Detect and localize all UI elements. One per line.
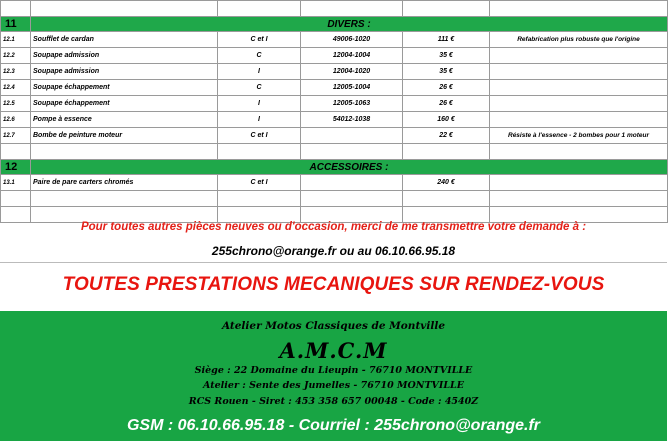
ref-cell: 12.6 (1, 112, 31, 128)
section-header-divers (1, 17, 668, 32)
code-cell: 49006-1020 (301, 32, 403, 48)
type-cell: I (218, 112, 301, 128)
note-cell (490, 80, 668, 96)
type-cell: C et I (218, 128, 301, 144)
price-cell: 26 € (403, 96, 490, 112)
part-name-cell: Pompe à essence (31, 112, 218, 128)
code-cell: 12004-1004 (301, 48, 403, 64)
table-row (1, 128, 668, 144)
note-cell (490, 64, 668, 80)
contact-line[interactable]: 255chrono@orange.fr ou au 06.10.66.95.18 (211, 244, 456, 258)
table-row (1, 80, 668, 96)
type-cell: C (218, 80, 301, 96)
note-cell (490, 96, 668, 112)
table-row (1, 191, 668, 207)
table-row (1, 64, 668, 80)
ref-cell: 12.5 (1, 96, 31, 112)
table-row (1, 175, 668, 191)
code-cell (301, 175, 403, 191)
table-row (1, 144, 668, 160)
type-cell: C et I (218, 32, 301, 48)
code-cell: 12005-1063 (301, 96, 403, 112)
price-cell: 111 € (403, 32, 490, 48)
price-cell: 26 € (403, 80, 490, 96)
divider (0, 262, 667, 263)
code-cell: 54012-1038 (301, 112, 403, 128)
table-row (1, 1, 668, 17)
ref-cell: 12.4 (1, 80, 31, 96)
type-cell: I (218, 64, 301, 80)
section-title: DIVERS : (31, 17, 668, 32)
appointment-banner: TOUTES PRESTATIONS MECANIQUES SUR RENDEZ-VOUS (62, 274, 605, 295)
part-name-cell: Soupape admission (31, 48, 218, 64)
workshop-name: Atelier Motos Classiques de Montville (221, 320, 446, 332)
price-cell: 240 € (403, 175, 490, 191)
siege-address: Siège : 22 Domaine du Lieupin - 76710 MONTVILLE (194, 365, 473, 376)
section-number: 12 (1, 160, 31, 175)
ref-cell: 12.2 (1, 48, 31, 64)
note-cell (490, 175, 668, 191)
code-cell (301, 128, 403, 144)
request-message: Pour toutes autres pièces neuves ou d'occasion, merci de me transmettre votre demande à : (80, 221, 587, 233)
ref-cell: 13.1 (1, 175, 31, 191)
part-name-cell: Soufflet de cardan (31, 32, 218, 48)
type-cell: C et I (218, 175, 301, 191)
note-cell (490, 112, 668, 128)
table-row (1, 48, 668, 64)
ref-cell: 12.1 (1, 32, 31, 48)
part-name-cell: Soupape échappement (31, 80, 218, 96)
type-cell: I (218, 96, 301, 112)
section-header-accessoires (1, 160, 668, 175)
atelier-address: Atelier : Sente des Jumelles - 76710 MONTVILLE (203, 380, 464, 391)
price-cell: 160 € (403, 112, 490, 128)
section-number: 11 (1, 17, 31, 32)
brand-logo-text: A.M.C.M (279, 338, 388, 363)
ref-cell: 12.7 (1, 128, 31, 144)
price-cell: 22 € (403, 128, 490, 144)
table-row (1, 32, 668, 48)
table-row (1, 96, 668, 112)
code-cell: 12004-1020 (301, 64, 403, 80)
rcs-info: RCS Rouen - Siret : 453 358 657 00048 - Code : 4540Z (188, 396, 479, 407)
note-cell: Résiste à l'essence - 2 bombes pour 1 moteur (490, 128, 668, 144)
part-name-cell: Soupape admission (31, 64, 218, 80)
type-cell: C (218, 48, 301, 64)
part-name-cell: Paire de pare carters chromés (31, 175, 218, 191)
note-cell: Refabrication plus robuste que l'origine (490, 32, 668, 48)
code-cell: 12005-1004 (301, 80, 403, 96)
part-name-cell: Bombe de peinture moteur (31, 128, 218, 144)
note-cell (490, 48, 668, 64)
table-row (1, 112, 668, 128)
ref-cell: 12.3 (1, 64, 31, 80)
footer-banner (0, 311, 667, 441)
price-cell: 35 € (403, 64, 490, 80)
part-name-cell: Soupape échappement (31, 96, 218, 112)
price-cell: 35 € (403, 48, 490, 64)
gsm-contact[interactable]: GSM : 06.10.66.95.18 - Courriel : 255chrono@orange.fr (126, 417, 541, 434)
section-title: ACCESSOIRES : (31, 160, 668, 175)
